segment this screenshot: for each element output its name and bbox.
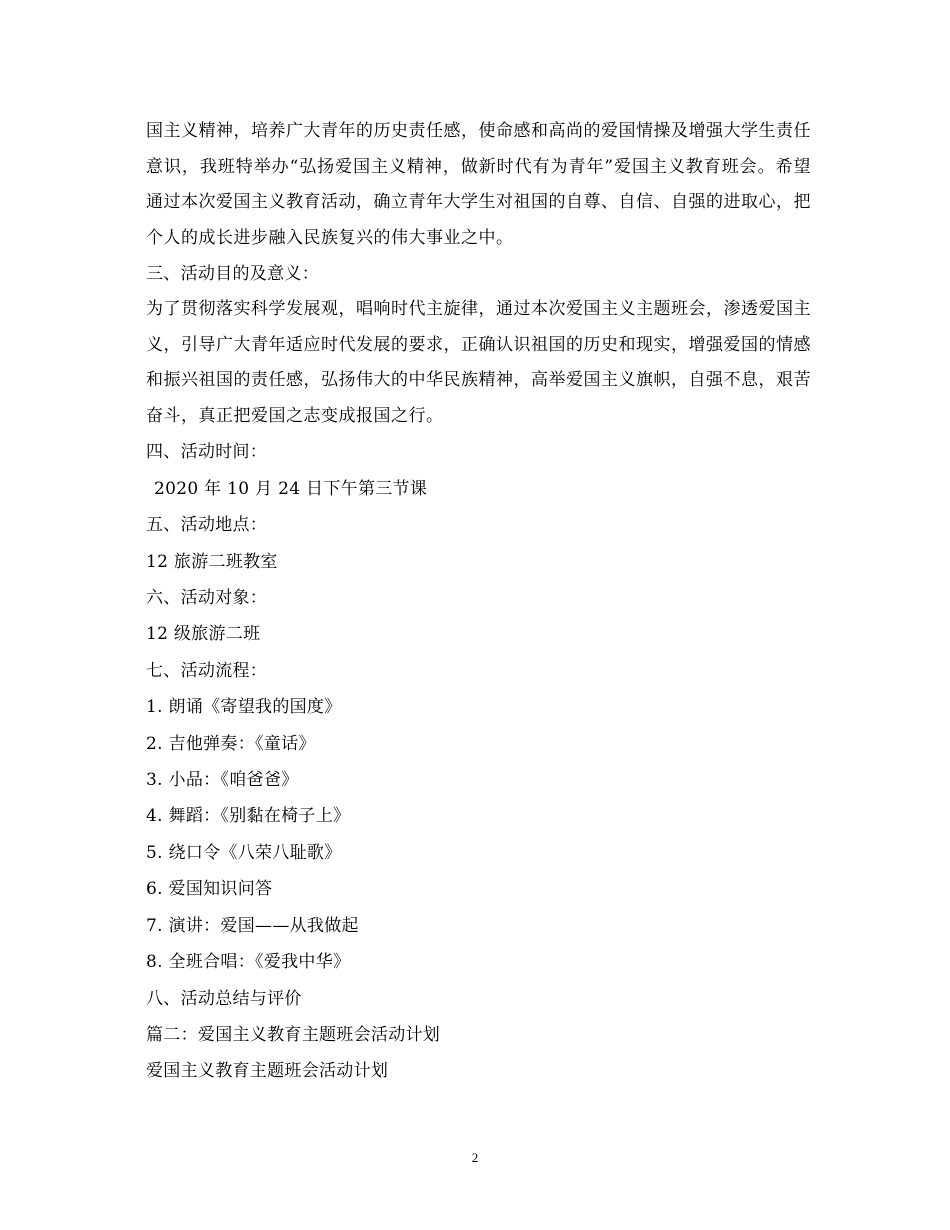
program-list [146,689,811,980]
section-heading-location: 五、活动地点： [146,515,268,536]
section-heading-audience: 六、活动对象： [146,588,268,609]
activity-audience: 12 级旅游二班 [146,624,261,645]
program-item: 1. 朗诵《寄望我的国度》 [146,697,342,718]
program-item: 5. 绕口令《八荣八耻歌》 [146,842,342,863]
activity-time: 2020 年 10 月 24 日下午第三节课 [154,478,428,499]
page-number: 2 [471,1150,479,1165]
section-heading-purpose: 三、活动目的及意义： [146,264,319,284]
activity-location: 12 旅游二班教室 [146,551,278,572]
program-item: 3. 小品：《咱爸爸》 [146,770,299,791]
section-heading-time: 四、活动时间： [146,442,268,463]
part-two-title: 爱国主义教育主题班会活动计划 [146,1061,389,1082]
program-item: 6. 爱国知识问答 [146,879,273,900]
part-two-heading: 篇二：爱国主义教育主题班会活动计划 [146,1024,441,1045]
program-item: 2. 吉他弹奏：《童话》 [146,733,316,754]
purpose-paragraph: 为了贯彻落实科学发展观，唱响时代主旋律，通过本次爱国主义主题班会，渗透爱国主义，引导广大青年适应时代发展的要求，正确认识祖国的历史和现实，增强爱国的情感和振兴祖国的责任感，弘扬伟大的中华民族精神，高举爱国主义旗帜，自强不息，艰苦奋斗，真正把爱国之志变成报国之行。 [146,299,811,426]
program-item: 8. 全班合唱：《爱我中华》 [146,952,351,973]
intro-paragraph: 国主义精神，培养广大青年的历史责任感，使命感和高尚的爱国情操及增强大学生责任意识，我班特举办“弘扬爱国主义精神，做新时代有为青年”爱国主义教育班会。希望通过本次爱国主义教育活动，确立青年大学生对祖国的自尊、自信、自强的进取心，把个人的成长进步融入民族复兴的伟大事业之中。 [146,121,811,248]
section-heading-program: 七、活动流程： [146,660,268,681]
program-item: 7. 演讲：爱国——从我做起 [146,915,359,936]
program-item: 4. 舞蹈：《别黏在椅子上》 [146,806,351,827]
section-heading-summary: 八、活动总结与评价 [146,988,302,1009]
document-body [146,114,811,1090]
